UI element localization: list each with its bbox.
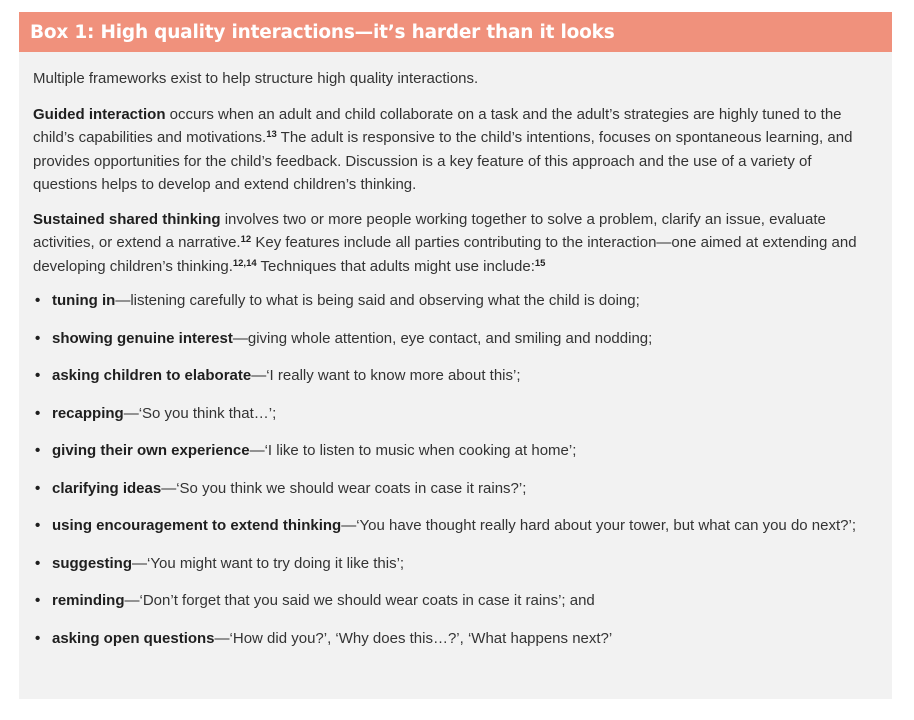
reference-13: 13 bbox=[266, 129, 277, 140]
box-header bbox=[19, 12, 892, 52]
technique-text: —‘So you think that…’; bbox=[123, 404, 277, 422]
technique-text: —‘So you think we should wear coats in case it rains?’; bbox=[161, 479, 527, 497]
bullet-icon: • bbox=[35, 404, 41, 422]
technique-term: suggesting bbox=[52, 554, 133, 572]
bullet-icon: • bbox=[35, 629, 41, 647]
technique-term: reminding bbox=[52, 592, 125, 609]
bullet-icon: • bbox=[35, 367, 41, 384]
intro-paragraph: Multiple frameworks exist to help structure high quality interactions. bbox=[33, 70, 479, 87]
guided-text-1: occurs when an adult and child collaborate on a task and the adult’s strategies are highly tuned to the child’s capabilities and motivations. bbox=[33, 105, 842, 146]
guided-text-2: The adult is responsive to the child’s intentions, focuses on spontaneous learning, and provides opportunities for the child’s feedback. Discussion is a key feature of this approach and the use of a variety of questions helps to develop and extend children’s thinking. bbox=[33, 129, 853, 193]
bullet-icon: • bbox=[35, 517, 41, 534]
bullet-icon: • bbox=[35, 329, 41, 347]
reference-12: 12 bbox=[240, 234, 252, 245]
sustained-text-1: involves two or more people working together to solve a problem, clarify an issue, evaluate activities, or extend a narrative. bbox=[33, 210, 826, 251]
list-item bbox=[33, 289, 878, 327]
list-item bbox=[33, 364, 878, 402]
reference-12-14: 12,14 bbox=[232, 257, 257, 269]
reference-15: 15 bbox=[534, 257, 546, 269]
list-item bbox=[33, 477, 878, 515]
list-item bbox=[33, 514, 878, 552]
bullet-icon: • bbox=[35, 592, 41, 609]
technique-term: giving their own experience bbox=[52, 442, 250, 459]
list-item bbox=[33, 327, 878, 365]
technique-text: —‘I really want to know more about this’; bbox=[251, 367, 521, 384]
technique-text: —‘You have thought really hard about your tower, but what can you do next?’; bbox=[341, 517, 856, 534]
technique-text: —‘I like to listen to music when cooking at home’; bbox=[249, 442, 577, 459]
sustained-text-3: Techniques that adults might use include: bbox=[256, 257, 535, 275]
list-item bbox=[33, 439, 878, 477]
technique-term: clarifying ideas bbox=[52, 479, 162, 497]
sustained-text-2: Key features include all parties contributing to the interaction—one aimed at extending and developing children’s thinking. bbox=[33, 234, 857, 275]
technique-text: —‘Don’t forget that you said we should wear coats in case it rains’; and bbox=[124, 592, 595, 609]
sustained-thinking-term: Sustained shared thinking bbox=[33, 210, 221, 228]
technique-text: —giving whole attention, eye contact, and smiling and nodding; bbox=[232, 329, 653, 347]
bullet-icon: • bbox=[35, 442, 41, 459]
technique-term: recapping bbox=[52, 404, 124, 422]
sustained-thinking-paragraph bbox=[33, 208, 878, 279]
technique-term: tuning in bbox=[52, 292, 116, 309]
box-title: Box 1: High quality interactions—it’s harder than it looks bbox=[30, 21, 615, 43]
technique-text: —‘How did you?’, ‘Why does this…?’, ‘What happens next?’ bbox=[214, 629, 613, 647]
list-item bbox=[33, 627, 878, 665]
technique-text: —‘You might want to try doing it like this’; bbox=[132, 554, 405, 572]
list-item bbox=[33, 402, 878, 440]
technique-text: —listening carefully to what is being said and observing what the child is doing; bbox=[115, 292, 640, 309]
technique-term: asking open questions bbox=[52, 629, 215, 647]
info-box bbox=[19, 12, 892, 699]
technique-term: asking children to elaborate bbox=[52, 367, 252, 384]
techniques-list bbox=[33, 289, 878, 664]
bullet-icon: • bbox=[35, 479, 41, 497]
list-item bbox=[33, 589, 878, 627]
list-item bbox=[33, 552, 878, 590]
bullet-icon: • bbox=[35, 554, 41, 572]
technique-term: using encouragement to extend thinking bbox=[52, 517, 342, 534]
technique-term: showing genuine interest bbox=[52, 329, 233, 347]
guided-interaction-term: Guided interaction bbox=[33, 105, 166, 123]
guided-interaction-paragraph bbox=[33, 103, 878, 197]
box-body bbox=[19, 52, 892, 664]
bullet-icon: • bbox=[35, 292, 41, 309]
